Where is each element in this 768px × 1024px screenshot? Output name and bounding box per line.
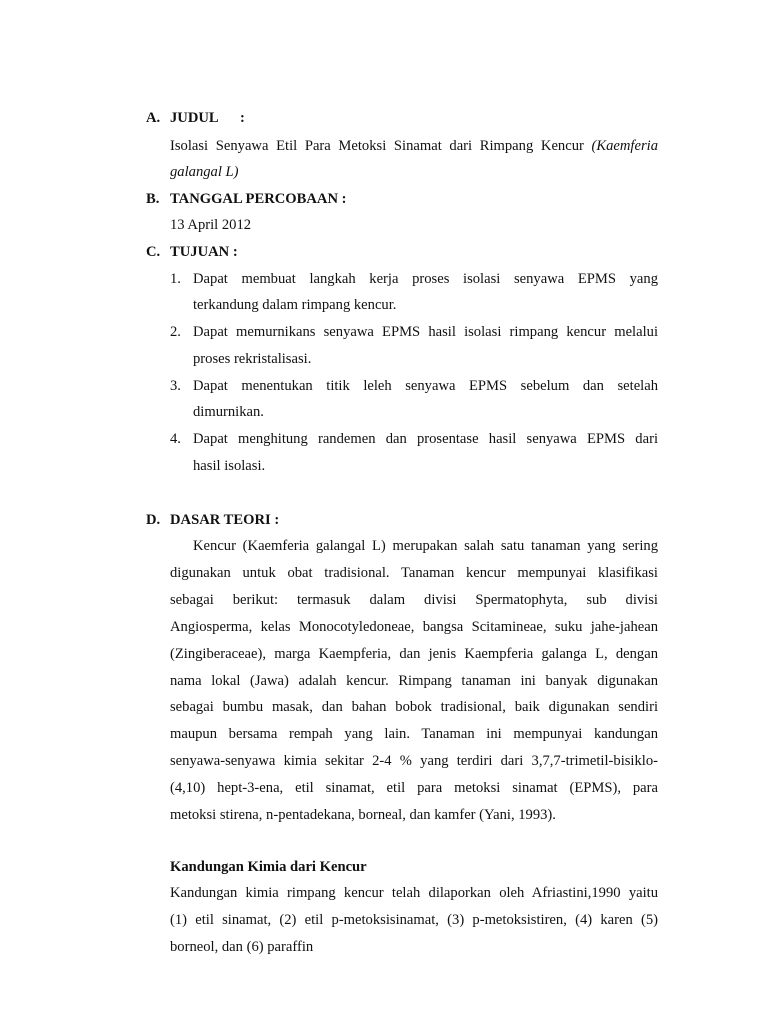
dasar-teori-line-4: Angiosperma, kelas Monocotyledoneae, bangsa Scitamineae, suku jahe-jahean xyxy=(170,619,658,635)
tujuan-item-2-line1: Dapat memurnikans senyawa EPMS hasil isolasi rimpang kencur melalui xyxy=(193,324,658,340)
tujuan-item-3-number: 3. xyxy=(170,378,181,394)
dasar-teori-line-2: digunakan untuk obat tradisional. Tanaman kencur mempunyai klasifikasi xyxy=(170,565,658,581)
tujuan-item-2-line2: proses rekristalisasi. xyxy=(193,351,312,367)
tujuan-item-4-line2: hasil isolasi. xyxy=(193,458,266,474)
title-italic-text: (Kaemferia xyxy=(591,138,658,154)
kandungan-line-1: Kandungan kimia rimpang kencur telah dilaporkan oleh Afriastini,1990 yaitu xyxy=(170,885,658,901)
dasar-teori-line-3: sebagai berikut: termasuk dalam divisi Spermatophyta, sub divisi xyxy=(170,592,658,608)
tujuan-item-3-line2: dimurnikan. xyxy=(193,404,264,420)
tujuan-item-2-number: 2. xyxy=(170,324,181,340)
section-a-colon: : xyxy=(240,110,245,126)
dasar-teori-line-6: nama lokal (Jawa) adalah kencur. Rimpang tanaman ini banyak digunakan xyxy=(170,673,658,689)
dasar-teori-line-9: senyawa-senyawa kimia sekitar 2-4 % yang terdiri dari 3,7,7-trimetil-bisiklo- xyxy=(170,753,658,769)
tujuan-item-4-number: 4. xyxy=(170,431,181,447)
section-a-letter: A. xyxy=(146,110,161,126)
kandungan-heading: Kandungan Kimia dari Kencur xyxy=(170,859,367,875)
section-c-letter: C. xyxy=(146,244,161,260)
dasar-teori-line-8: maupun bersama rempah yang lain. Tanaman ini mempunyai kandungan xyxy=(170,726,658,742)
tujuan-item-1-line1: Dapat membuat langkah kerja proses isolasi senyawa EPMS yang xyxy=(193,271,658,287)
dasar-teori-line-5: (Zingiberaceae), marga Kaempferia, dan jenis Kaempferia galanga L, dengan xyxy=(170,646,658,662)
title-normal-text: Isolasi Senyawa Etil Para Metoksi Sinamat dari Rimpang Kencur xyxy=(170,138,592,154)
section-b-letter: B. xyxy=(146,191,160,207)
kandungan-line-3: borneol, dan (6) paraffin xyxy=(170,939,314,955)
section-c-heading: TUJUAN : xyxy=(170,244,238,260)
kandungan-line-2: (1) etil sinamat, (2) etil p-metoksisinamat, (3) p-metoksistiren, (4) karen (5) xyxy=(170,912,658,928)
section-a-heading: JUDUL xyxy=(170,110,219,126)
section-a-title-line2: galangal L) xyxy=(170,164,239,180)
dasar-teori-line-11: metoksi stirena, n-pentadekana, borneal, dan kamfer (Yani, 1993). xyxy=(170,807,556,823)
section-d-heading: DASAR TEORI : xyxy=(170,512,280,528)
tujuan-item-1-line2: terkandung dalam rimpang kencur. xyxy=(193,297,397,313)
section-d-letter: D. xyxy=(146,512,161,528)
section-b-date: 13 April 2012 xyxy=(170,217,252,233)
dasar-teori-line-7: sebagai bumbu masak, dan bahan bobok tradisional, baik digunakan sendiri xyxy=(170,699,658,715)
dasar-teori-line-1: Kencur (Kaemferia galangal L) merupakan salah satu tanaman yang sering xyxy=(193,538,658,554)
tujuan-item-4-line1: Dapat menghitung randemen dan prosentase hasil senyawa EPMS dari xyxy=(193,431,658,447)
dasar-teori-line-10: (4,10) hept-3-ena, etil sinamat, etil para metoksi sinamat (EPMS), para xyxy=(170,780,658,796)
section-a-title-line1 xyxy=(170,137,658,155)
section-b-heading: TANGGAL PERCOBAAN : xyxy=(170,191,347,207)
tujuan-item-3-line1: Dapat menentukan titik leleh senyawa EPMS sebelum dan setelah xyxy=(193,378,658,394)
tujuan-item-1-number: 1. xyxy=(170,271,181,287)
